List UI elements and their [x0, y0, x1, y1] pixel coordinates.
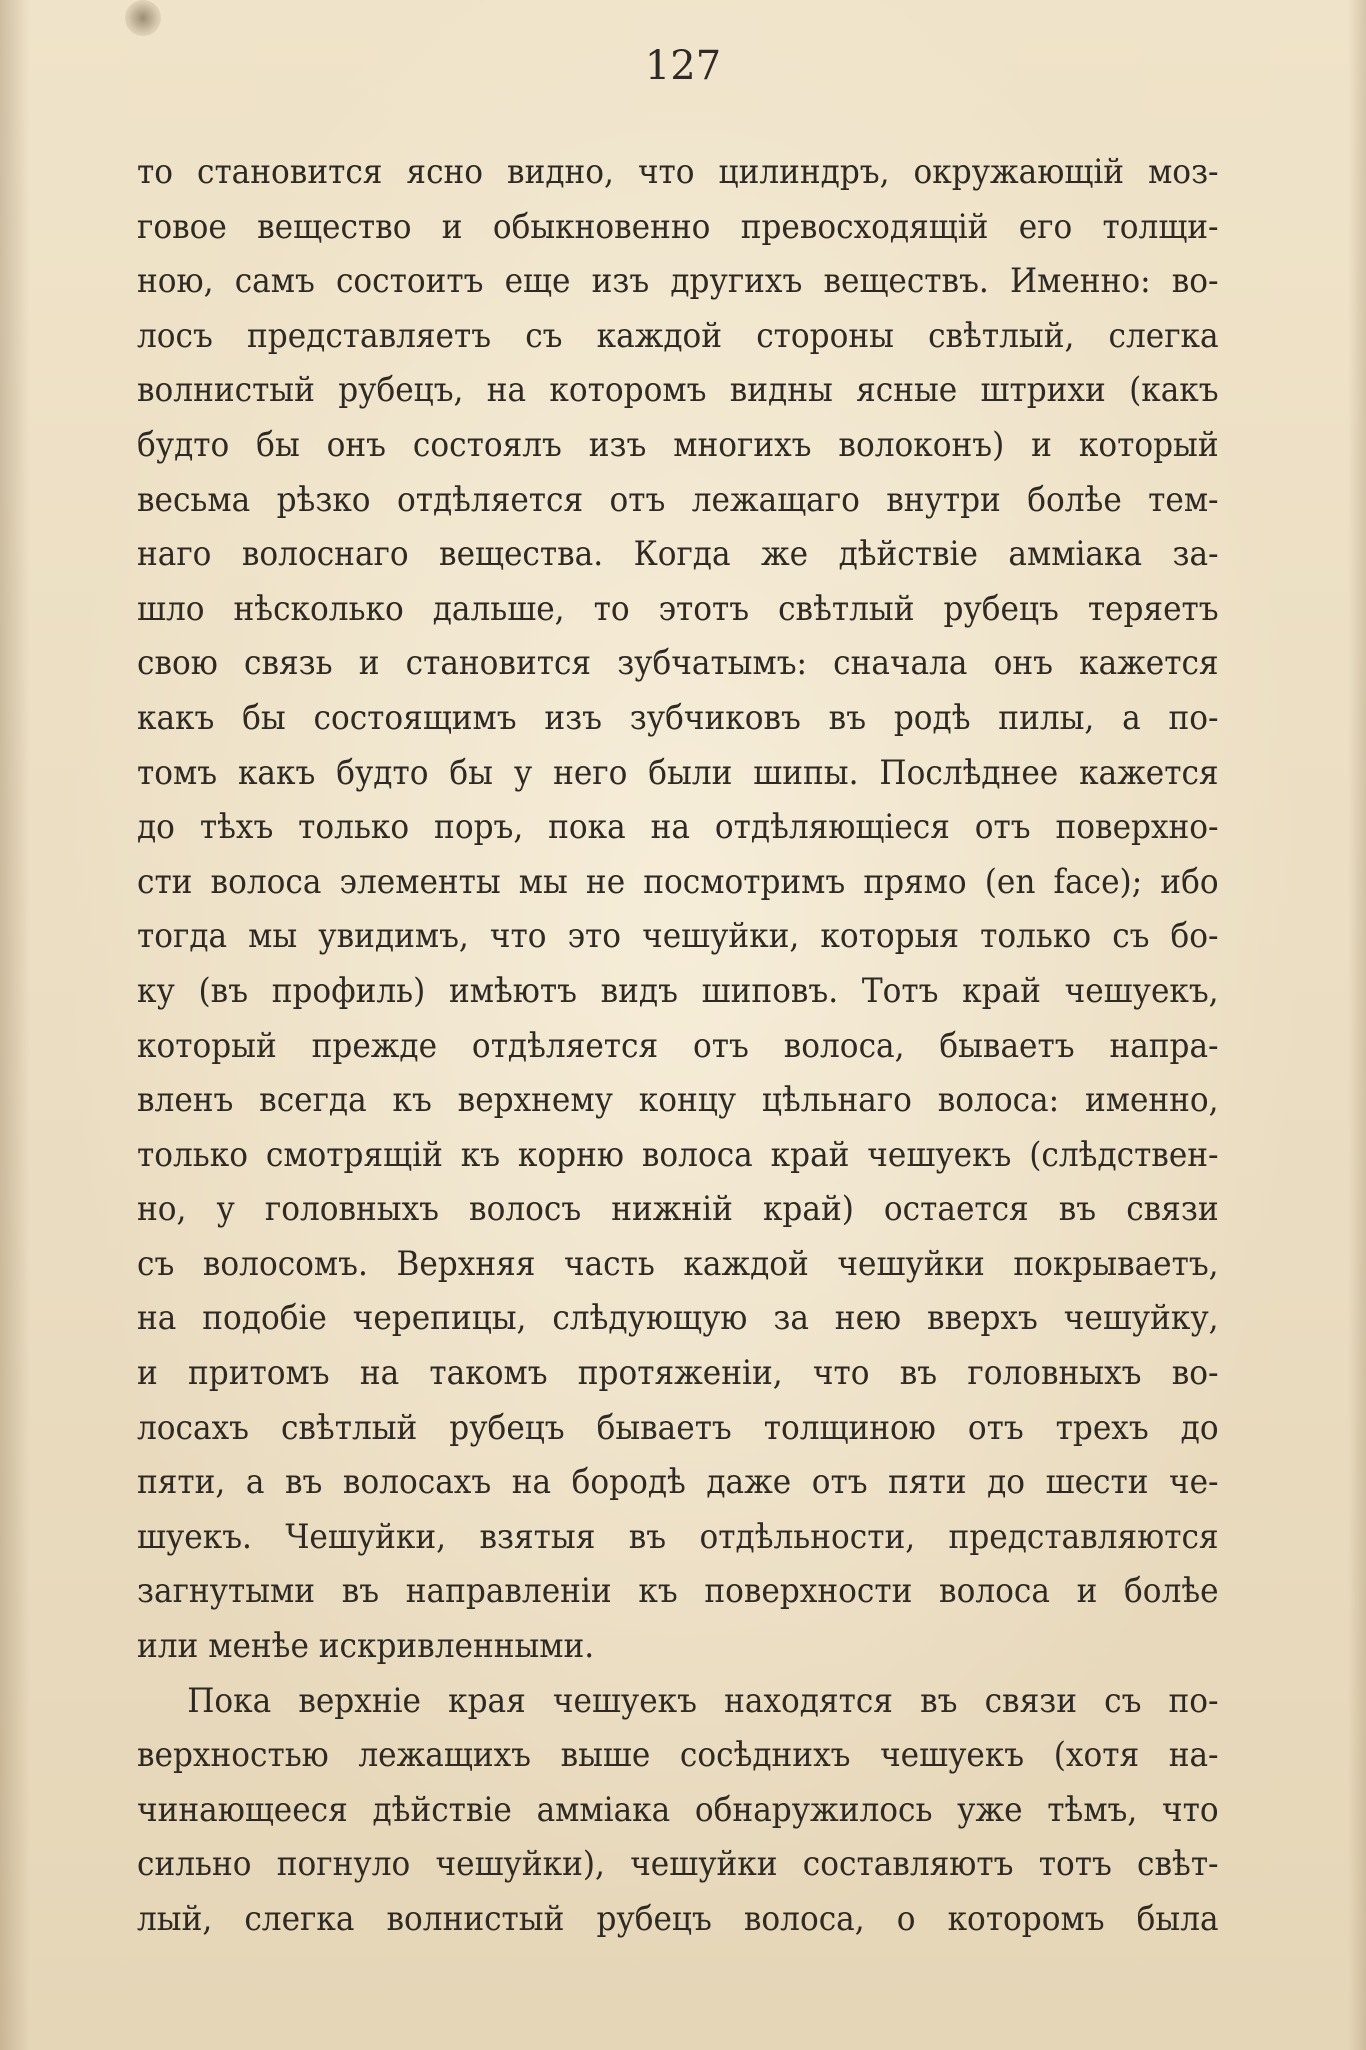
text-line: томъ какъ будто бы у него были шипы. Послѣднее кажется — [137, 752, 1219, 792]
text-line: загнутыми въ направленіи къ поверхности волоса и болѣе — [137, 1571, 1219, 1611]
body-text — [137, 145, 1219, 1947]
text-line: ку (въ профиль) имѣютъ видъ шиповъ. Тотъ край чешуекъ, — [137, 970, 1219, 1010]
paragraph-start-line: Пока верхніе края чешуекъ находятся въ связи съ по- — [187, 1680, 1219, 1720]
text-line: волнистый рубецъ, на которомъ видны ясные штрихи (какъ — [137, 370, 1219, 410]
text-line: ною, самъ состоитъ еще изъ другихъ веществъ. Именно: во- — [137, 261, 1219, 301]
text-line: наго волоснаго вещества. Когда же дѣйствіе амміака за- — [137, 534, 1219, 574]
text-line: верхностью лежащихъ выше сосѣднихъ чешуекъ (хотя на- — [137, 1735, 1219, 1775]
text-line: сти волоса элементы мы не посмотримъ прямо (en face); ибо — [137, 861, 1219, 901]
text-line: съ волосомъ. Верхняя часть каждой чешуйки покрываетъ, — [137, 1243, 1219, 1283]
text-line: до тѣхъ только поръ, пока на отдѣляющіеся отъ поверхно- — [137, 807, 1219, 847]
text-line: чинающееся дѣйствіе амміака обнаружилось уже тѣмъ, что — [137, 1789, 1219, 1829]
text-line: какъ бы состоящимъ изъ зубчиковъ въ родѣ пилы, а по- — [137, 697, 1219, 737]
text-line: пяти, а въ волосахъ на бородѣ даже отъ пяти до шести че- — [137, 1462, 1219, 1502]
ink-stain — [125, 0, 161, 36]
text-line: лый, слегка волнистый рубецъ волоса, о которомъ была — [137, 1899, 1219, 1938]
text-line: шуекъ. Чешуйки, взятыя въ отдѣльности, представляются — [137, 1516, 1219, 1556]
page-number: 127 — [644, 43, 722, 89]
text-line: только смотрящій къ корню волоса край чешуекъ (слѣдствен- — [137, 1134, 1219, 1174]
text-line: который прежде отдѣляется отъ волоса, бываетъ напра- — [137, 1025, 1219, 1065]
right-edge-shadow — [1348, 0, 1366, 2050]
text-line: но, у головныхъ волосъ нижній край) остается въ связи — [137, 1189, 1219, 1229]
text-line: говое вещество и обыкновенно превосходящій его толщи- — [137, 206, 1219, 246]
text-line: то становится ясно видно, что цилиндръ, окружающій моз- — [137, 152, 1219, 191]
paragraph-end-line: или менѣе искривленными. — [137, 1626, 595, 1666]
text-line: на подобіе черепицы, слѣдующую за нею вверхъ чешуйку, — [137, 1298, 1219, 1338]
left-edge-shadow — [0, 0, 30, 2050]
text-line: и притомъ на такомъ протяженіи, что въ головныхъ во- — [137, 1353, 1219, 1393]
text-line: сильно погнуло чешуйки), чешуйки составляютъ тотъ свѣт- — [137, 1844, 1219, 1884]
text-line: лосахъ свѣтлый рубецъ бываетъ толщиною отъ трехъ до — [137, 1407, 1219, 1447]
text-line: тогда мы увидимъ, что это чешуйки, которыя только съ бо- — [137, 916, 1219, 956]
text-line: вленъ всегда къ верхнему концу цѣльнаго волоса: именно, — [137, 1080, 1219, 1120]
text-line: будто бы онъ состоялъ изъ многихъ волоконъ) и который — [137, 424, 1219, 464]
text-line: лосъ представляетъ съ каждой стороны свѣтлый, слегка — [137, 315, 1219, 355]
text-line: шло нѣсколько дальше, то этотъ свѣтлый рубецъ теряетъ — [137, 588, 1219, 628]
text-line: весьма рѣзко отдѣляется отъ лежащаго внутри болѣе тем- — [137, 479, 1219, 519]
text-line: свою связь и становится зубчатымъ: сначала онъ кажется — [137, 643, 1219, 683]
